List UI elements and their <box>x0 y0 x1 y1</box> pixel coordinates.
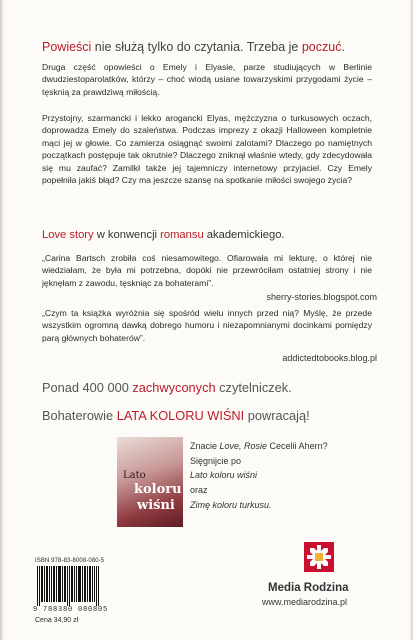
return-end: powracają! <box>244 408 310 423</box>
spine-shadow <box>0 0 4 640</box>
recommendation-line-1 <box>190 441 328 451</box>
love-story-end: akademickiego. <box>203 229 285 241</box>
price-label: Cena 34,90 zł <box>35 617 79 624</box>
intro-highlight-1: Powieści <box>42 40 92 54</box>
intro-highlight-2: poczuć <box>301 40 342 54</box>
isbn-label: ISBN 978-83-8008-080-5 <box>35 558 105 564</box>
publisher-url: www.mediarodzina.pl <box>262 597 348 607</box>
reco-1b: Love, Rosie <box>219 441 268 451</box>
intro-line <box>42 40 345 54</box>
recommendation-line-3: Lato koloru wiśni <box>190 470 258 480</box>
edge-shadow <box>409 0 413 640</box>
review-quote-2: „Czym ta książka wyróżnia się spośród wielu innych przed nią? Myślę, że przede wszystkim ogromną dawką dobrego humoru i niezapomnianymi docinkami pomiędzy parą głównych bohaterów”. <box>42 308 372 343</box>
readers-line <box>42 380 292 395</box>
intro-text: nie służą tylko do czytania. Trzeba je <box>91 40 302 54</box>
love-story-text: w konwencji <box>93 229 161 241</box>
thumbnail-title-line-2: koloru <box>134 482 182 497</box>
media-rodzina-logo <box>304 542 334 576</box>
barcode <box>35 566 101 606</box>
review-quote-1: „Carina Bartsch zrobiła coś niesamowitego. Ofiarowała mi lekturę, o której nie wiedziałam, że była mi potrzebna, dopóki nie przewróciłam ostatniej strony i nie jęknęłam z zawodu, tęskniąc za bohaterami”. <box>42 253 372 288</box>
return-line <box>42 408 310 423</box>
recommendation-line-5: Zimę koloru turkusu. <box>190 500 272 510</box>
return-text: Bohaterowie <box>42 408 117 423</box>
description-paragraph-2: Przystojny, szarmancki i lekko arogancki Elyas, mężczyzna o turkusowych oczach, doprowadza Emely do szaleństwa. Podczas imprezy z okazji Halloween kompletnie mąci jej w głowie. Co zamierza osiągnąć swoimi zalotami? Dlaczego po namiętnych początkach postępuje tak okrutnie? Dlaczego zniknął właśnie wtedy, gdy zdecydowała się mu zaufać? Zamilkł także jej tajemniczy internetowy przyjaciel. Czy Emely popełniła jakiś błąd? Czy ma jeszcze szansę na spotkanie miłości swojego życia? <box>42 113 372 186</box>
reco-1a: Znacie <box>190 441 220 451</box>
previous-book-cover-thumbnail <box>117 437 183 527</box>
love-story-line <box>42 229 285 241</box>
recommendation-line-2: Sięgnijcie po <box>190 456 242 466</box>
publisher-name: Media Rodzina <box>268 582 349 594</box>
intro-end: . <box>341 40 345 54</box>
barcode-number: 9 788380 080805 <box>33 606 109 614</box>
romance-highlight: romansu <box>160 229 204 241</box>
reco-1c: Cecelii Ahern? <box>267 441 328 451</box>
thumbnail-title-line-3: wiśni <box>137 498 175 513</box>
recommendation-line-4: oraz <box>190 485 208 495</box>
thumbnail-title-line-1: Lato <box>123 470 146 481</box>
love-story-highlight: Love story <box>42 229 94 241</box>
readers-end: czytelniczek. <box>215 380 292 395</box>
readers-highlight: zachwyconych <box>132 380 216 395</box>
return-title-highlight: LATA KOLORU WIŚNI <box>116 408 245 423</box>
readers-count: Ponad 400 000 <box>42 380 133 395</box>
description-paragraph-1: Druga część opowieści o Emely i Elyasie, parze studiujących w Berlinie dwudziestoparolatków, którzy – choć wiodą usiane towarzyskimi przygodami życie – tęsknią za prawdziwą miłością. <box>42 62 372 97</box>
review-source-1: sherry-stories.blogspot.com <box>266 292 377 302</box>
review-source-2: addictedtobooks.blog.pl <box>282 353 377 363</box>
